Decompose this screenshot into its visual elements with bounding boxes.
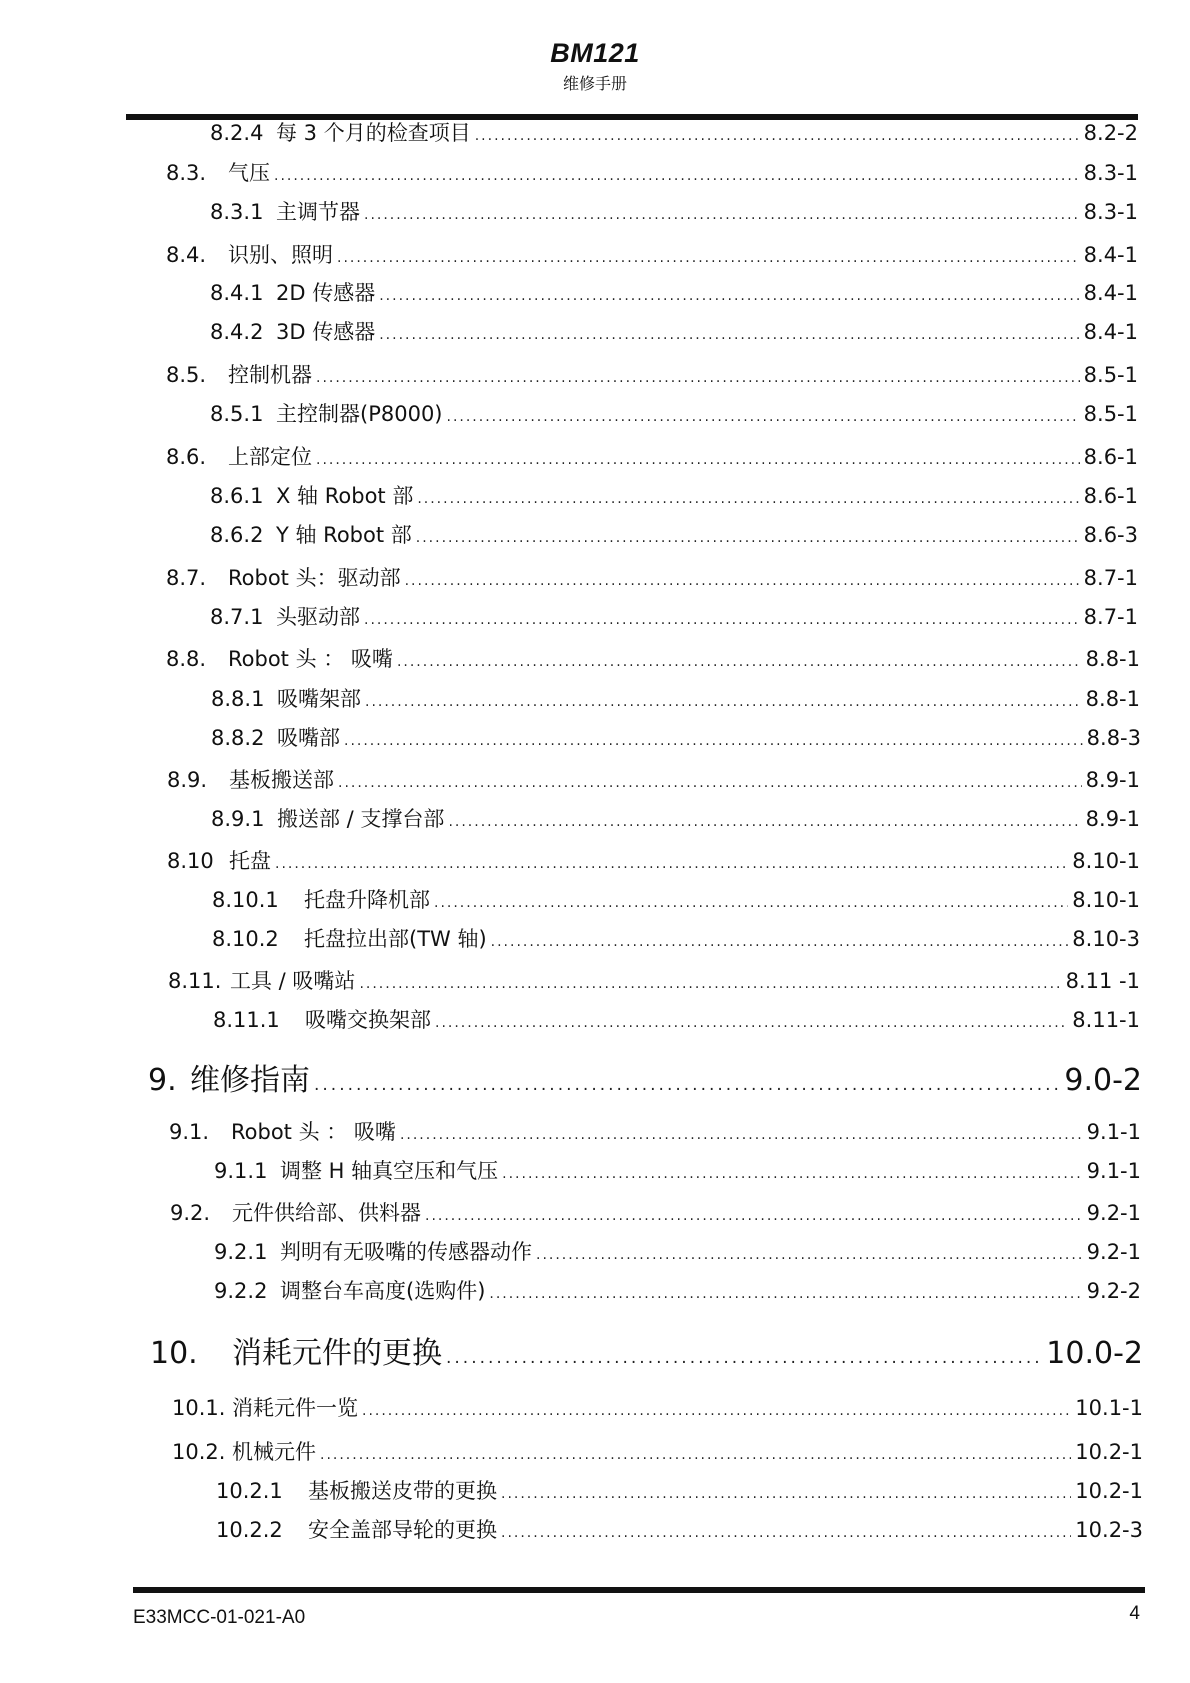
toc-entry-8-6[interactable]: 8.6. 上部定位 ..... 8.6-1: [166, 441, 1138, 471]
toc-entry-8-8[interactable]: 8.8. Robot 头 ： 吸嘴 ..... 8.8-1: [166, 643, 1140, 673]
toc-chapter-10[interactable]: 10. 消耗元件的更换 ..... 10.0-2: [150, 1328, 1143, 1372]
toc-entry-8-4[interactable]: 8.4. 识别、照明 ..... 8.4-1: [166, 239, 1138, 269]
toc-entry-8-3[interactable]: 8.3. 气压 ..... 8.3-1: [166, 157, 1138, 187]
toc-entry-8-5-1[interactable]: 8.5.1 主控制器(P8000) ..... 8.5-1: [210, 398, 1138, 428]
toc-chapter-9[interactable]: 9. 维修指南 ..... 9.0-2: [148, 1055, 1142, 1099]
toc-entry-8-9-1[interactable]: 8.9.1 搬送部 / 支撑台部 ..... 8.9-1: [211, 803, 1140, 833]
toc-entry-10-1[interactable]: 10.1. 消耗元件一览 ..... 10.1-1: [172, 1392, 1143, 1422]
toc-entry-8-6-2[interactable]: 8.6.2 Y 轴 Robot 部 ..... 8.6-3: [210, 519, 1138, 549]
toc-entry-8-8-1[interactable]: 8.8.1 吸嘴架部 ..... 8.8-1: [211, 683, 1140, 713]
document-id: E33MCC-01-021-A0: [133, 1607, 306, 1628]
toc-entry-8-10-1[interactable]: 8.10.1 托盘升降机部 ..... 8.10-1: [212, 884, 1140, 914]
toc-entry-8-11[interactable]: 8.11. 工具 / 吸嘴站 ..... 8.11 -1: [168, 965, 1140, 995]
toc-entry-8-10[interactable]: 8.10 托盘 ..... 8.10-1: [167, 845, 1140, 875]
document-title: BM121: [550, 38, 640, 68]
document-subtitle: 维修手册: [562, 74, 627, 93]
toc-entry-8-4-2[interactable]: 8.4.2 3D 传感器 ..... 8.4-1: [210, 316, 1138, 346]
toc-entry-8-5[interactable]: 8.5. 控制机器 ..... 8.5-1: [166, 359, 1138, 389]
toc-entry-9-1[interactable]: 9.1. Robot 头 ： 吸嘴 ..... 9.1-1: [169, 1116, 1141, 1146]
footer-divider: [133, 1587, 1145, 1593]
toc-entry-8-4-1[interactable]: 8.4.1 2D 传感器 ..... 8.4-1: [210, 277, 1138, 307]
toc-entry-8-11-1[interactable]: 8.11.1 吸嘴交换架部 ..... 8.11-1: [213, 1004, 1140, 1034]
toc-entry-10-2-2[interactable]: 10.2.2 安全盖部导轮的更换 ..... 10.2-3: [216, 1514, 1143, 1544]
toc-entry-9-1-1[interactable]: 9.1.1 调整 H 轴真空压和气压 ..... 9.1-1: [214, 1155, 1141, 1185]
toc-entry-9-2[interactable]: 9.2. 元件供给部、供料器 ..... 9.2-1: [170, 1197, 1141, 1227]
toc-entry-10-2-1[interactable]: 10.2.1 基板搬送皮带的更换 ..... 10.2-1: [216, 1475, 1143, 1505]
toc-entry-9-2-1[interactable]: 9.2.1 判明有无吸嘴的传感器动作 ..... 9.2-1: [214, 1236, 1141, 1266]
toc-entry-8-2-4[interactable]: 8.2.4 每 3 个月的检查项目 ..... 8.2-2: [210, 117, 1138, 147]
toc-entry-8-10-2[interactable]: 8.10.2 托盘拉出部(TW 轴) ..... 8.10-3: [212, 923, 1140, 953]
toc-entry-8-7[interactable]: 8.7. Robot 头：驱动部 ..... 8.7-1: [166, 562, 1138, 592]
toc-entry-10-2[interactable]: 10.2. 机械元件 ..... 10.2-1: [172, 1436, 1143, 1466]
toc-entry-8-9[interactable]: 8.9. 基板搬送部 ..... 8.9-1: [167, 764, 1140, 794]
toc-entry-8-6-1[interactable]: 8.6.1 X 轴 Robot 部 ..... 8.6-1: [210, 480, 1138, 510]
toc-entry-8-7-1[interactable]: 8.7.1 头驱动部 ..... 8.7-1: [210, 601, 1138, 631]
page-number: 4: [1129, 1603, 1140, 1624]
toc-entry-8-8-2[interactable]: 8.8.2 吸嘴部 ..... 8.8-3: [211, 722, 1141, 752]
toc-entry-8-3-1[interactable]: 8.3.1 主调节器 ..... 8.3-1: [210, 196, 1138, 226]
toc-entry-9-2-2[interactable]: 9.2.2 调整台车高度(选购件) ..... 9.2-2: [214, 1275, 1141, 1305]
